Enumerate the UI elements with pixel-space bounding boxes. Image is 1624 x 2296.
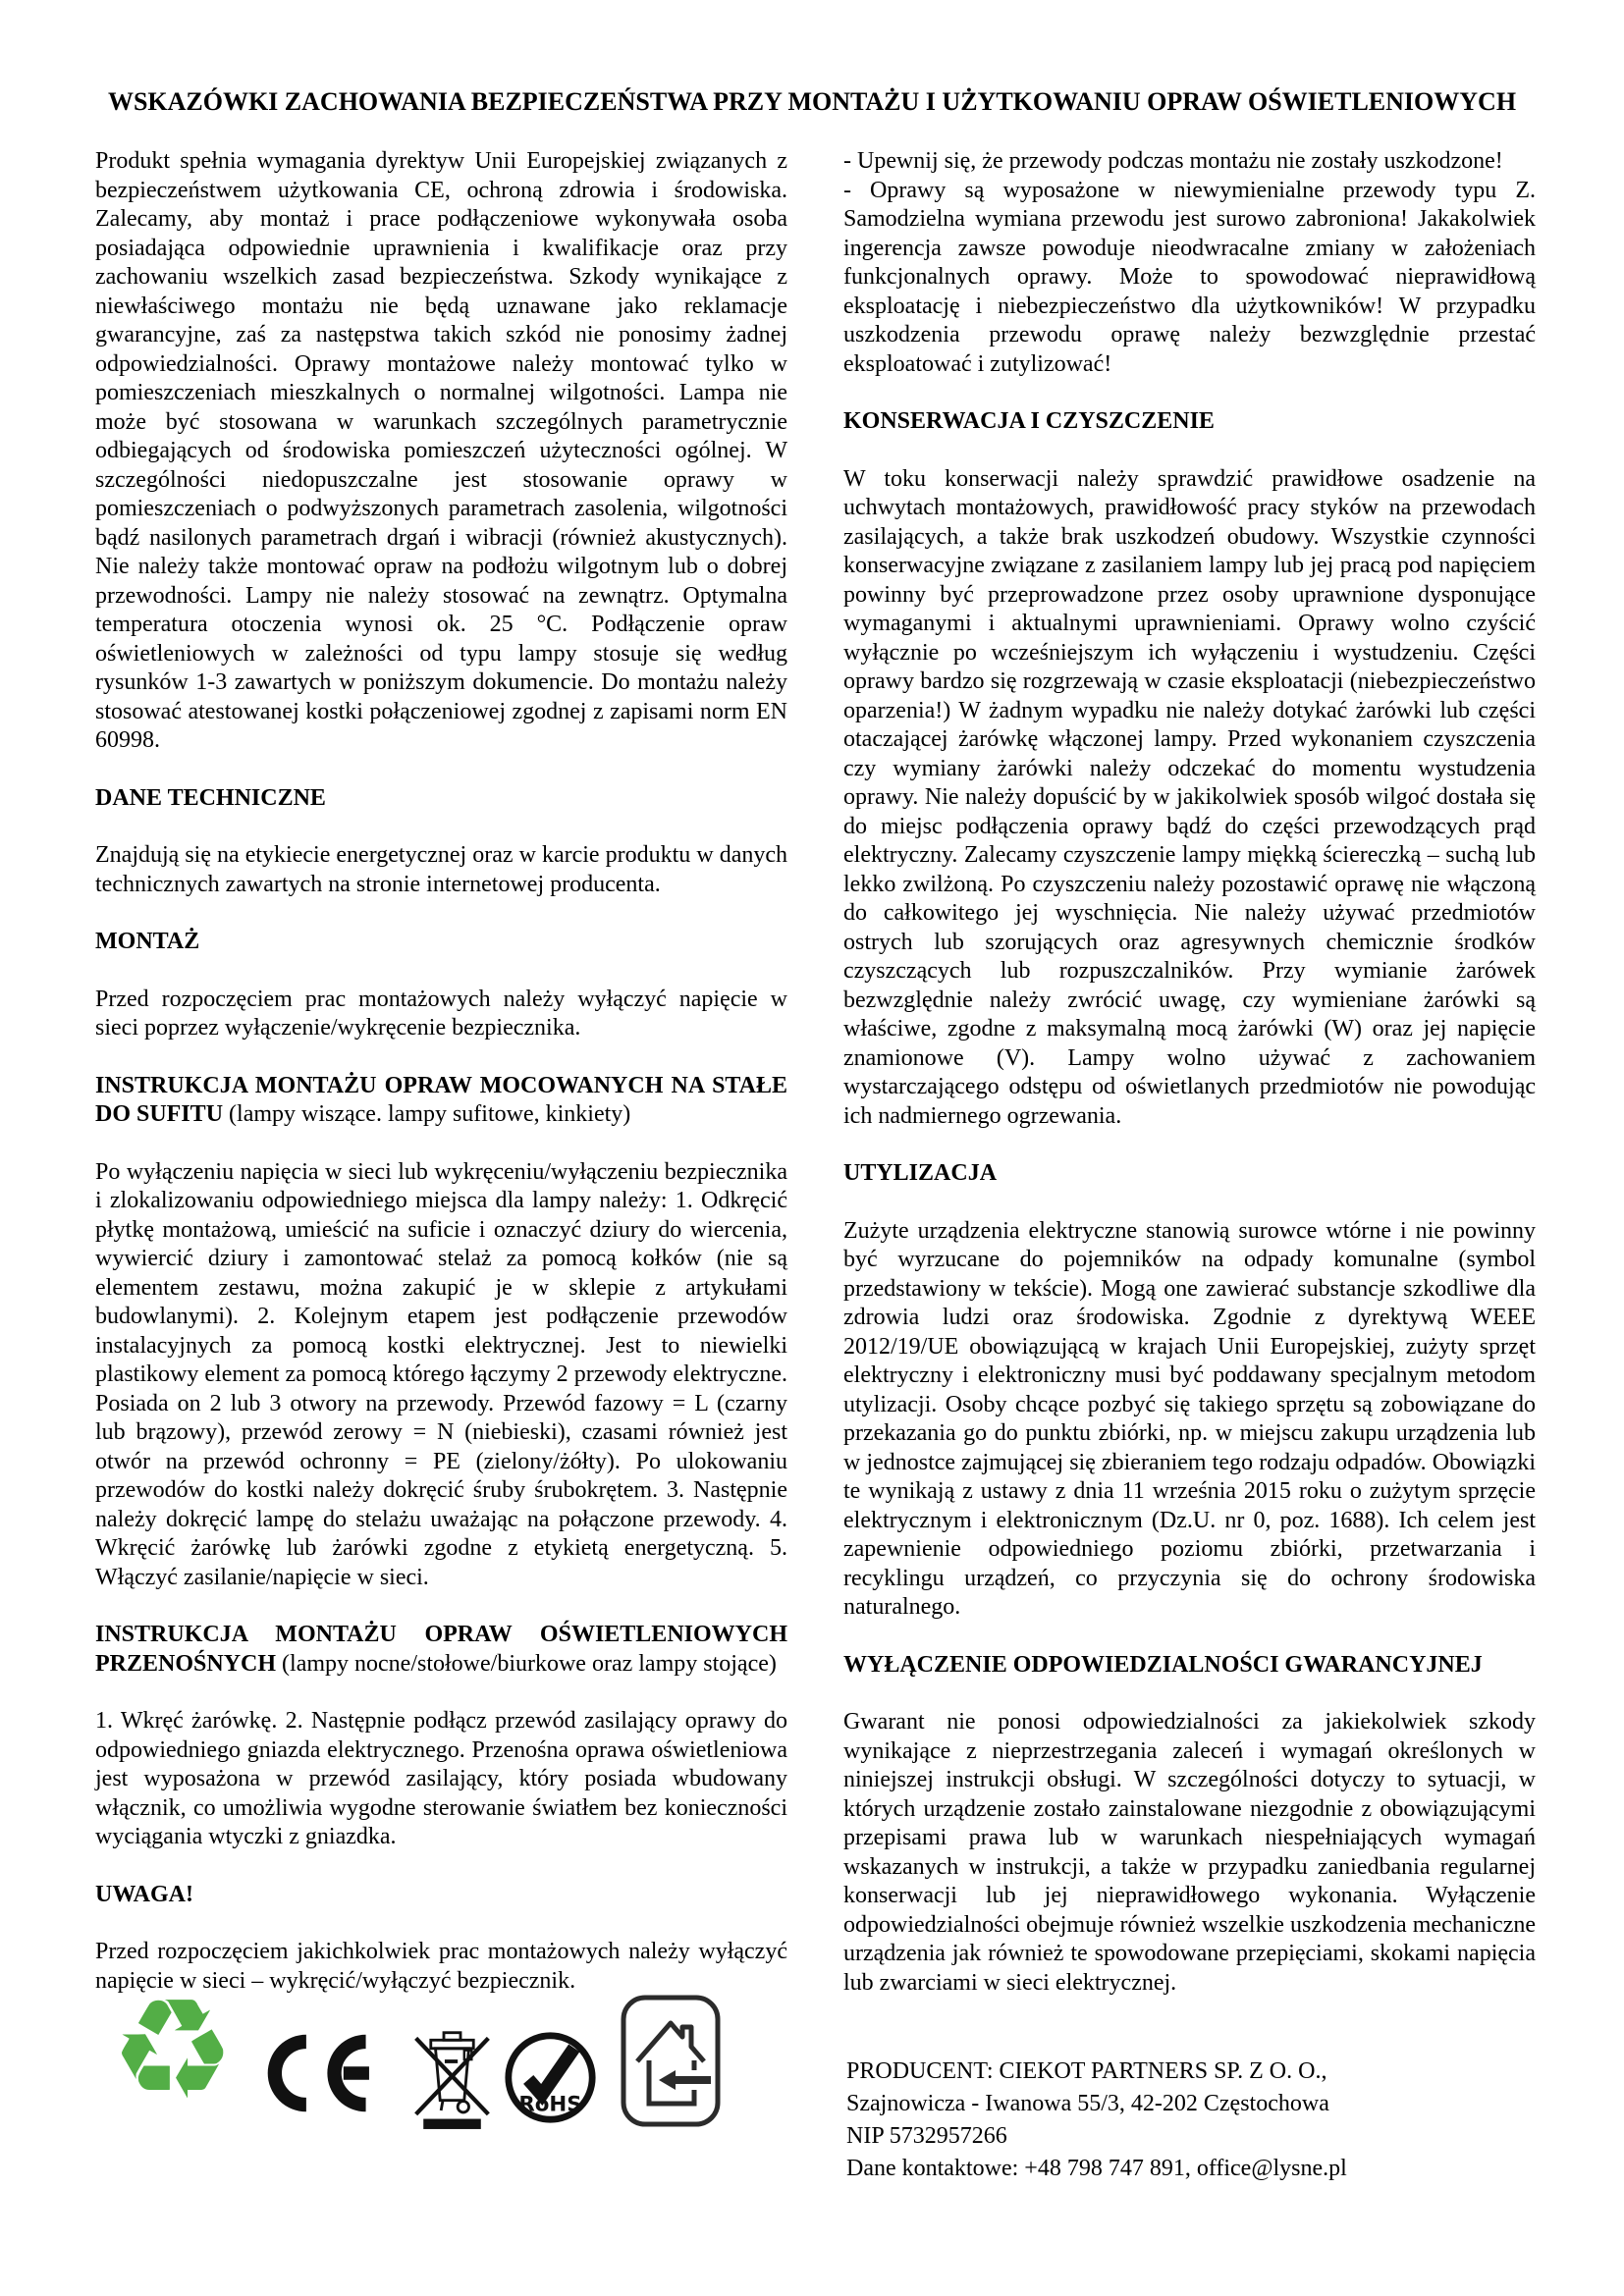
section-heading-text: UWAGA!: [95, 1881, 193, 1907]
section-heading-subtext: (lampy wiszące. lampy sufitowe, kinkiety): [223, 1101, 631, 1127]
paragraph: W toku konserwacji należy sprawdzić prawidłowe osadzenie na uchwytach montażowych, prawidłowość pracy styków na przewodach zasilających, a także brak uszkodzeń obudowy. Wszystkie czynności konserwacyjne związane z zasilaniem lampy lub jej pracą pod napięciem powinny być przeprowadzone przez osoby uprawnione dysponujące wymaganymi i aktualnymi uprawnieniami. Oprawy wolno czyścić wyłącznie po wcześniejszym ich wyłączeniu i wystudzeniu. Części oprawy bardzo się rozgrzewają w czasie eksploatacji (niebezpieczeństwo oparzenia!) W żadnym wypadku nie należy dotykać żarówki lub części otaczającej żarówkę włączonej lampy. Przed wykonaniem czyszczenia czy wymiany żarówki należy odczekać do momentu wystudzenia oprawy. Nie należy dopuścić by w jakikolwiek sposób wilgoć dostała się do miejsc podłączenia oprawy bądź do części przewodzących prąd elektryczny. Zalecamy czyszczenie lampy miękką ściereczką – suchą lub lekko zwilżoną. Po czyszczeniu należy pozostawić oprawę nie włączoną do całkowitego jej wyschnięcia. Nie należy używać przedmiotów ostrych lub szorujących oraz agresywnych chemicznie środków czyszczących lub rozpuszczalników. Przy wymianie żarówek bezwzględnie należy zwrócić uwagę, czy wymieniane żarówki są właściwe, zgodne z maksymalną mocą żarówki (W) oraz jej napięcie znamionowe (V). Lampy wolno używać z zachowaniem wystarczającego odstępu od oświetlanych przedmiotów nie powodując ich nadmiernego ogrzewania.: [843, 465, 1536, 1129]
paragraph: - Oprawy są wyposażone w niewymienialne przewody typu Z. Samodzielna wymiana przewodu jest surowo zabroniona! Jakakolwiek ingerencja zawsze powoduje nieodwracalne zmiany w założeniach funkcjonalnych oprawy. Może to spowodować nieprawidłową eksploatację i niebezpieczeństwo dla użytkowników! W przypadku uszkodzenia przewodu oprawę należy bezwzględnie przestać eksploatować i zutylizować!: [843, 177, 1536, 377]
producer-address: Szajnowicza - Iwanowa 55/3, 42-202 Częstochowa: [846, 2091, 1329, 2116]
recycling-icon: ♻: [110, 1969, 236, 2131]
paragraph: Po wyłączeniu napięcia w sieci lub wykręceniu/wyłączeniu bezpiecznika i zlokalizowaniu odpowiedniego miejsca dla lampy należy: 1. Odkręcić płytkę montażową, umieścić na suficie i oznaczyć dziury do wiercenia, wywiercić dziury i zamontować stelaż za pomocą kołków (nie są elementem zestawu, można zakupić je w sklepie z artykułami budowlanymi). 2. Kolejnym etapem jest podłączenie przewodów instalacyjnych za pomocą kostki elektrycznej. Jest to niewielki plastikowy element za pomocą którego łączymy 2 przewody elektryczne. Posiada on 2 lub 3 otwory na przewody. Przewód fazowy = L (czarny lub brązowy), przewód zerowy = N (niebieski), czasami również jest otwór na przewód ochronny = PE (zielony/żółty). Po ulokowaniu przewodów do kostki należy dokręcić śruby śrubokrętem. 3. Następnie należy dokręcić lampę do stelażu uważając na połączone przewody. 4. Wkręcić żarówkę lub żarówki zgodne z etykietą energetyczną. 5. Włączyć zasilanie/napięcie w sieci.: [95, 1158, 787, 1590]
producer-name: PRODUCENT: CIEKOT PARTNERS SP. Z O. O.,: [846, 2058, 1327, 2084]
section-heading: [843, 407, 1536, 437]
producer-nip: NIP 5732957266: [846, 2123, 1007, 2149]
section-heading-text: WYŁĄCZENIE ODPOWIEDZIALNOŚCI GWARANCYJNEJ: [843, 1651, 1483, 1678]
rohs-icon: [503, 2030, 598, 2125]
section-heading: [95, 1621, 787, 1679]
section-heading: [95, 1881, 787, 1910]
section-heading-text: DANE TECHNICZNE: [95, 784, 326, 811]
ce-mark-icon: [258, 2028, 374, 2118]
paragraph: Gwarant nie ponosi odpowiedzialności za jakiekolwiek szkody wynikające z nieprzestrzegania zaleceń i wymagań określonych w niniejszej instrukcji obsługi. W szczególności dotyczy to sytuacji, w których urządzenie zostało zainstalowane niezgodnie z obowiązującymi przepisami prawa lub w warunkach niespełniających wymagań wskazanych w instrukcji, a także w przypadku zaniedbania regularnej konserwacji lub jej nieprawidłowego wykonania. Wyłączenie odpowiedzialności obejmuje również wszelkie uszkodzenia mechaniczne urządzenia jak również te spowodowane przepięciami, skokami napięcia lub zwarciami w sieci elektrycznej.: [843, 1709, 1536, 1996]
producer-info: [846, 2056, 1539, 2185]
paragraph: Produkt spełnia wymagania dyrektyw Unii Europejskiej związanych z bezpieczeństwem użytkowania CE, ochroną zdrowia i środowiska. Zalecamy, aby montaż i prace podłączeniowe wykonywała osoba posiadająca odpowiednie uprawnienia i kwalifikacje oraz przy zachowaniu wszelkich zasad bezpieczeństwa. Szkody wynikające z niewłaściwego montażu nie będą uznawane jako reklamacje gwarancyjne, zaś za następstwa takich szkód nie ponosimy żadnej odpowiedzialności. Oprawy montażowe należy montować tylko w pomieszczeniach mieszkalnych o normalnej wilgotności. Lampa nie może być stosowana w warunkach szczególnych parametrycznie odbiegających od środowiska pomieszczeń użyteczności ogólnej. W szczególności niedopuszczalne jest stosowanie oprawy w pomieszczeniach o podwyższonych parametrach zasolenia, wilgotności bądź nasilonych parametrach drgań i wibracji (również akustycznych). Nie należy także montować opraw na podłożu wilgotnym lub o dobrej przewodności. Lampy nie należy stosować na zewnątrz. Optymalna temperatura otoczenia wynosi ok. 25 °C. Podłączenie opraw oświetleniowych w zależności od typu lampy stosuje się według rysunków 1-3 zawartych w poniższym dokumencie. Do montażu należy stosować atestowanej kostki połączeniowej zgodnej z zapisami norm EN 60998.: [95, 148, 787, 753]
section-heading: [843, 1651, 1536, 1681]
section-heading-subtext: (lampy nocne/stołowe/biurkowe oraz lampy stojące): [276, 1650, 777, 1677]
right-column: [843, 147, 1536, 2026]
section-heading: [95, 784, 787, 814]
svg-text:RoHS: RoHS: [518, 2092, 582, 2117]
producer-contact: Dane kontaktowe: +48 798 747 891, office@lysne.pl: [846, 2156, 1347, 2181]
paragraph: Znajdują się na etykiecie energetycznej oraz w karcie produktu w danych technicznych zawartych na stronie internetowej producenta.: [95, 842, 787, 897]
section-heading: [95, 1072, 787, 1130]
footer: [0, 1969, 1624, 2236]
section-heading-text: KONSERWACJA I CZYSZCZENIE: [843, 408, 1215, 434]
section-heading-text: INSTRUKCJA MONTAŻU OPRAW MOCOWANYCH NA STAŁE DO SUFITU: [95, 1072, 787, 1127]
document-title: WSKAZÓWKI ZACHOWANIA BEZPIECZEŃSTWA PRZY MONTAŻU I UŻYTKOWANIU OPRAW OŚWIETLENIOWYCH: [107, 87, 1517, 116]
section-heading: [95, 928, 787, 957]
two-column-body: [0, 147, 1624, 2026]
section-heading-text: MONTAŻ: [95, 929, 200, 954]
section-heading-text: UTYLIZACJA: [843, 1160, 998, 1186]
weee-bin-icon: [410, 2024, 494, 2132]
section-heading-text: INSTRUKCJA MONTAŻU OPRAW OŚWIETLENIOWYCH PRZENOŚNYCH: [95, 1622, 787, 1677]
paragraph: - Upewnij się, że przewody podczas montażu nie zostały uszkodzone!: [843, 148, 1503, 174]
left-column: [95, 147, 787, 2026]
paragraph: 1. Wkręć żarówkę. 2. Następnie podłącz przewód zasilający oprawy do odpowiedniego gniazda elektrycznego. Przenośna oprawa oświetleniowa jest wyposażona w przewód zasilający, który posiada wbudowany włącznik, co umożliwia wygodne sterowanie światłem bez konieczności wyciągania wtyczki z gniazdka.: [95, 1708, 787, 1849]
house-return-icon: [620, 1994, 722, 2128]
paragraph: Przed rozpoczęciem jakichkolwiek prac montażowych należy wyłączyć napięcie w sieci – wykręcić/wyłączyć bezpiecznik.: [95, 1939, 787, 1994]
section-heading: [843, 1159, 1536, 1189]
paragraph: Zużyte urządzenia elektryczne stanowią surowce wtórne i nie powinny być wyrzucane do pojemników na odpady komunalne (symbol przedstawiony w tekście). Mogą one zawierać substancje szkodliwe dla zdrowia ludzi oraz środowiska. Zgodnie z dyrektywą WEEE 2012/19/UE obowiązującą w krajach Unii Europejskiej, zużyty sprzęt elektryczny i elektroniczny musi być poddawany specjalnym metodom utylizacji. Osoby chcące pozbyć się takiego sprzętu są zobowiązane do przekazania go do punktu zbiórki, np. w miejscu zakupu urządzenia lub w jednostce zajmującej się zbieraniem tego rodzaju odpadów. Obowiązki te wynikają z ustawy z dnia 11 września 2015 roku o zużytym sprzęcie elektrycznym i elektronicznym (Dz.U. nr 0, poz. 1688). Ich celem jest zapewnienie odpowiedniego poziomu zbiórki, przetwarzania i recyklingu urządzeń, co przyczynia się do ochrony środowiska naturalnego.: [843, 1217, 1536, 1620]
paragraph: Przed rozpoczęciem prac montażowych należy wyłączyć napięcie w sieci poprzez wyłączenie/wykręcenie bezpiecznika.: [95, 986, 787, 1041]
